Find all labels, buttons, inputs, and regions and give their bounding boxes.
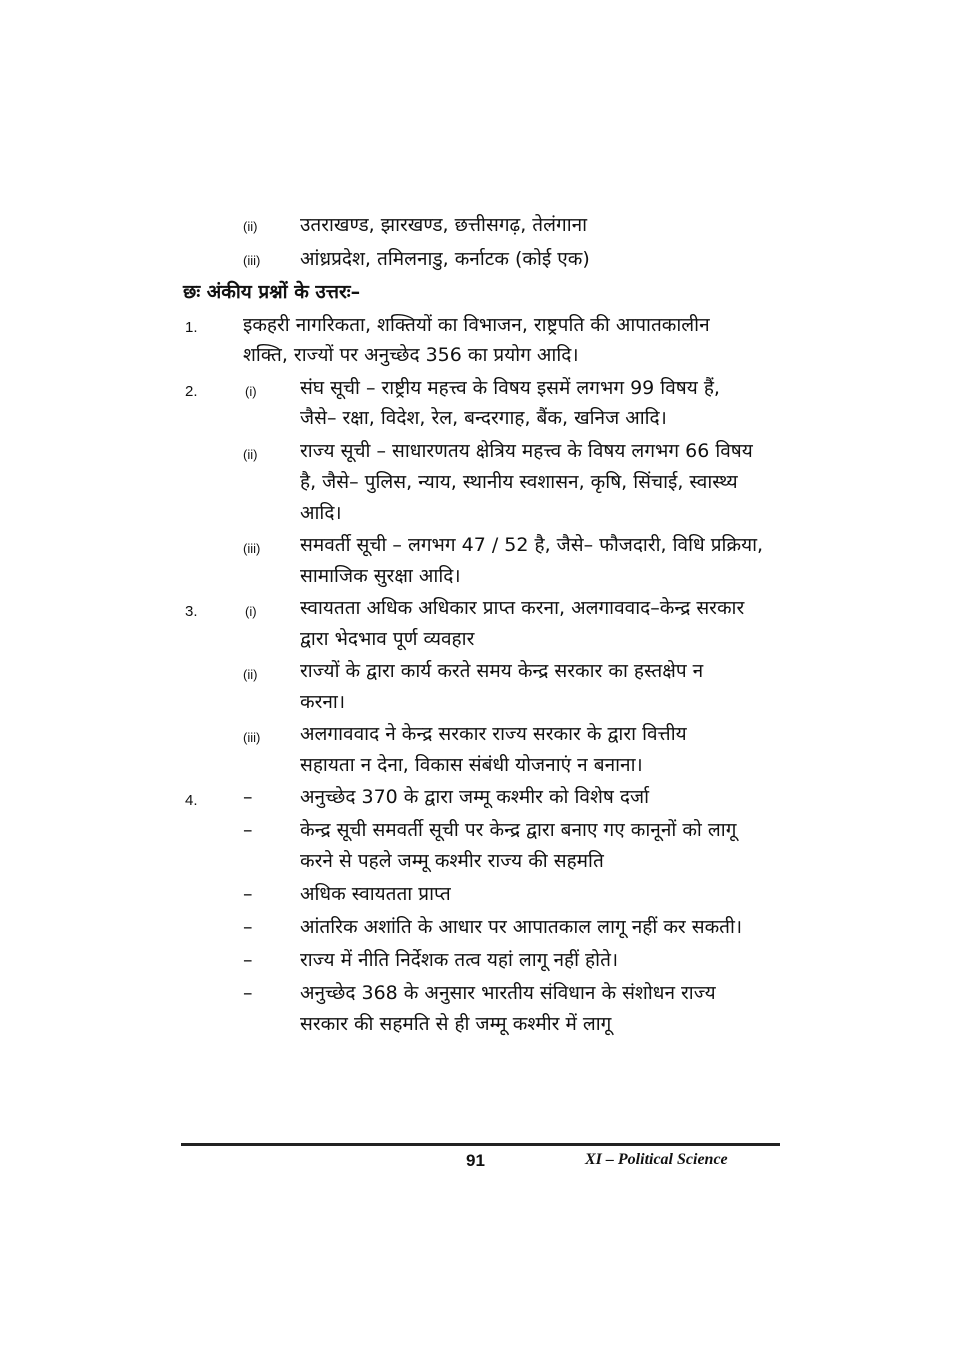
- list-item-text: उतराखण्ड, झारखण्ड, छत्तीसगढ़, तेलंगाना: [300, 214, 588, 236]
- answer-line: आदि।: [300, 502, 342, 524]
- answer-line: है, जैसे– पुलिस, न्याय, स्थानीय स्वशासन, कृषि, सिंचाई, स्वास्थ्य: [300, 471, 738, 493]
- answer-line: संघ सूची – राष्ट्रीय महत्त्व के विषय इसमें लगभग 99 विषय हैं,: [300, 377, 720, 399]
- question-number: 3.: [185, 603, 198, 620]
- list-marker: (ii): [243, 219, 258, 234]
- answer-line: अलगाववाद ने केन्द्र सरकार राज्य सरकार के द्वारा वित्तीय: [300, 723, 687, 745]
- list-dash: –: [243, 949, 253, 971]
- answer-line: सामाजिक सुरक्षा आदि।: [300, 565, 461, 587]
- list-marker: (ii): [243, 667, 258, 682]
- list-dash: –: [243, 916, 253, 938]
- question-number: 4.: [185, 792, 198, 809]
- answer-line: करने से पहले जम्मू कश्मीर राज्य की सहमति: [300, 850, 604, 872]
- answer-line: सहायता न देना, विकास संबंधी योजनाएं न बनाना।: [300, 754, 643, 776]
- list-marker: (ii): [243, 447, 258, 462]
- list-dash: –: [243, 982, 253, 1004]
- section-heading: छः अंकीय प्रश्नों के उत्तरः–: [183, 281, 361, 303]
- book-title: XI – Political Science: [585, 1151, 728, 1168]
- answer-line: इकहरी नागरिकता, शक्तियों का विभाजन, राष्ट्रपति की आपातकालीन: [243, 314, 710, 336]
- list-item-text: आंध्रप्रदेश, तमिलनाडु, कर्नाटक (कोई एक): [300, 248, 590, 270]
- list-dash: –: [243, 883, 253, 905]
- answer-line: राज्य में नीति निर्देशक तत्व यहां लागू नहीं होते।: [300, 949, 619, 971]
- answer-line: स्वायतता अधिक अधिकार प्राप्त करना, अलगाववाद–केन्द्र सरकार: [300, 597, 745, 619]
- answer-line: राज्य सूची – साधारणतय क्षेत्रिय महत्त्व के विषय लगभग 66 विषय: [300, 440, 753, 462]
- list-dash: –: [243, 819, 253, 841]
- page-number: 91: [466, 1151, 485, 1170]
- footer-rule: [181, 1143, 780, 1146]
- answer-line: समवर्ती सूची – लगभग 47 / 52 है, जैसे– फौजदारी, विधि प्रक्रिया,: [300, 534, 764, 556]
- question-number: 1.: [185, 319, 198, 336]
- answer-line: सरकार की सहमति से ही जम्मू कश्मीर में लागू: [300, 1013, 612, 1035]
- answer-line: शक्ति, राज्यों पर अनुच्छेद 356 का प्रयोग आदि।: [243, 344, 579, 366]
- answer-line: अनुच्छेद 370 के द्वारा जम्मू कश्मीर को विशेष दर्जा: [300, 786, 650, 808]
- list-dash: –: [243, 786, 253, 808]
- answer-line: जैसे– रक्षा, विदेश, रेल, बन्दरगाह, बैंक, खनिज आदि।: [300, 407, 667, 429]
- list-marker: (i): [245, 384, 257, 399]
- list-marker: (i): [245, 604, 257, 619]
- answer-line: राज्यों के द्वारा कार्य करते समय केन्द्र सरकार का हस्तक्षेप न: [300, 660, 704, 682]
- answer-line: द्वारा भेदभाव पूर्ण व्यवहार: [300, 628, 475, 650]
- answer-line: करना।: [300, 691, 346, 713]
- list-marker: (iii): [243, 541, 261, 556]
- answer-line: आंतरिक अशांति के आधार पर आपातकाल लागू नहीं कर सकती।: [300, 916, 743, 938]
- question-number: 2.: [185, 383, 198, 400]
- list-marker: (iii): [243, 253, 261, 268]
- answer-line: अनुच्छेद 368 के अनुसार भारतीय संविधान के संशोधन राज्य: [300, 982, 716, 1004]
- answer-line: अधिक स्वायतता प्राप्त: [300, 883, 451, 905]
- answer-line: केन्द्र सूची समवर्ती सूची पर केन्द्र द्वारा बनाए गए कानूनों को लागू: [300, 819, 737, 841]
- list-marker: (iii): [243, 730, 261, 745]
